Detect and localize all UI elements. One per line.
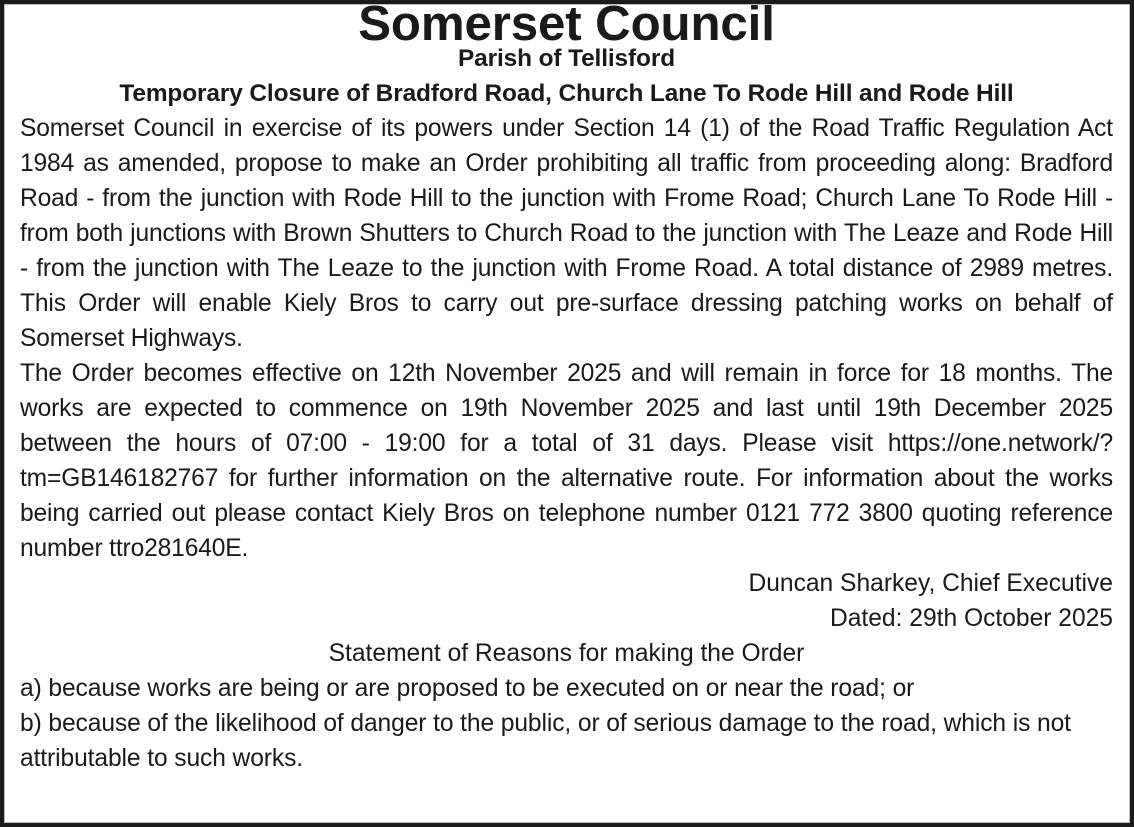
reason-item: a) because works are being or are proposed to be executed on or near the road; or bbox=[20, 675, 915, 702]
parish-heading: Parish of Tellisford bbox=[457, 45, 676, 72]
reason-item: b) because of the likelihood of danger to the public, or of serious damage to the road, which is not attributable to such works. bbox=[20, 710, 1071, 772]
reasons-heading: Statement of Reasons for making the Order bbox=[328, 640, 805, 667]
signatory: Duncan Sharkey, Chief Executive bbox=[748, 570, 1113, 597]
date-line: Dated: 29th October 2025 bbox=[829, 605, 1113, 632]
order-description-paragraph: Somerset Council in exercise of its powers under Section 14 (1) of the Road Traffic Regulation Act 1984 as amended, propose to make an Order prohibiting all traffic from proceeding along: Bradford Road - from the junction with Rode Hill to the junction with Frome Road; Church Lane To Rode Hill - from both junctions with Brown Shutters to Church Road to the junction with The Leaze and Rode Hill - from the junction with The Leaze to the junction with Frome Road. A total distance of 2989 metres. This Order will enable Kiely Bros to carry out pre-surface dressing patching works on behalf of Somerset Highways. bbox=[20, 115, 1113, 352]
notice-title: Temporary Closure of Bradford Road, Church Lane To Rode Hill and Rode Hill bbox=[119, 80, 1014, 107]
authority-heading: Somerset Council bbox=[358, 0, 775, 51]
order-schedule-paragraph: The Order becomes effective on 12th November 2025 and will remain in force for 18 months. The works are expected to commence on 19th November 2025 and last until 19th December 2025 between the hours of 07:00 - 19:00 for a total of 31 days. Please visit https://one.network/?tm=GB146182767 for further information on the alternative route. For information about the works being carried out please contact Kiely Bros on telephone number 0121 772 3800 quoting reference number ttro281640E. bbox=[20, 360, 1113, 562]
